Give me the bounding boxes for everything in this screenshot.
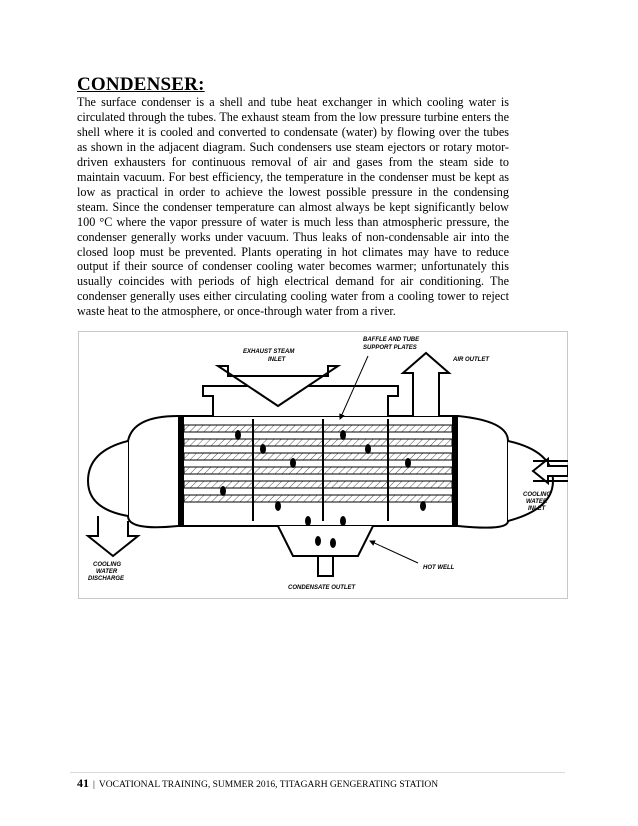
page-number: 41 [77,776,89,790]
exhaust-steam-inlet-label: EXHAUST STEAM [243,349,295,355]
right-tube-sheet [452,416,458,526]
baffle-label-2: SUPPORT PLATES [363,345,417,351]
cooling-water-inlet-label-3: INLET [528,506,546,512]
condenser-diagram-svg [78,331,568,599]
footer-rule [70,772,565,773]
cooling-water-discharge-label-3: DISCHARGE [88,576,125,582]
hot-well [278,526,373,556]
baffle-label: BAFFLE AND TUBE [363,337,420,343]
cooling-water-discharge-label-2: WATER [96,569,118,575]
body-paragraph: The surface condenser is a shell and tube heat exchanger in which cooling water is circulated through the tubes. The exhaust steam from the low pressure turbine enters the shell where it is cooled and converted to condensate (water) by flowing over the tubes as shown in the adjacent diagram. Such condensers use steam ejectors or rotary motor-driven exhausters for continuous removal of air and gases from the steam side to maintain vacuum. For best efficiency, the temperature in the condenser must be kept as low as practical in order to achieve the lowest possible pressure in the condensing steam. Since the condenser temperature can almost always be kept significantly below 100 °C where the vapor pressure of water is much less than atmospheric pressure, the condenser generally works under vacuum. Thus leaks of non-condensable air into the closed loop must be prevented. Plants operating in hot climates may have to reduce output if their source of condenser cooling water becomes warmer; unfortunately this usually coincides with periods of high electrical demand for air conditioning. The condenser generally uses either circulating cooling water from a cooling tower to reject waste heat to the atmosphere, or once-through water from a river. [77,95,509,319]
section-heading: CONDENSER: [77,74,205,95]
condenser-diagram [78,331,568,599]
footer-separator: | [93,780,95,790]
air-outlet-label: AIR OUTLET [453,357,489,363]
hot-well-label: HOT WELL [423,565,455,571]
page-footer [77,776,438,791]
left-tube-sheet [178,416,184,526]
cooling-water-inlet-label: COOLING [523,492,551,498]
cooling-water-discharge-label: COOLING [93,562,121,568]
footer-text: VOCATIONAL TRAINING, SUMMER 2016, TITAGARH GENGERATING STATION [98,780,439,790]
exhaust-steam-inlet-label-2: INLET [268,357,286,363]
condensate-outlet-label: CONDENSATE OUTLET [288,585,356,591]
cooling-water-inlet-label-2: WATER [526,499,548,505]
